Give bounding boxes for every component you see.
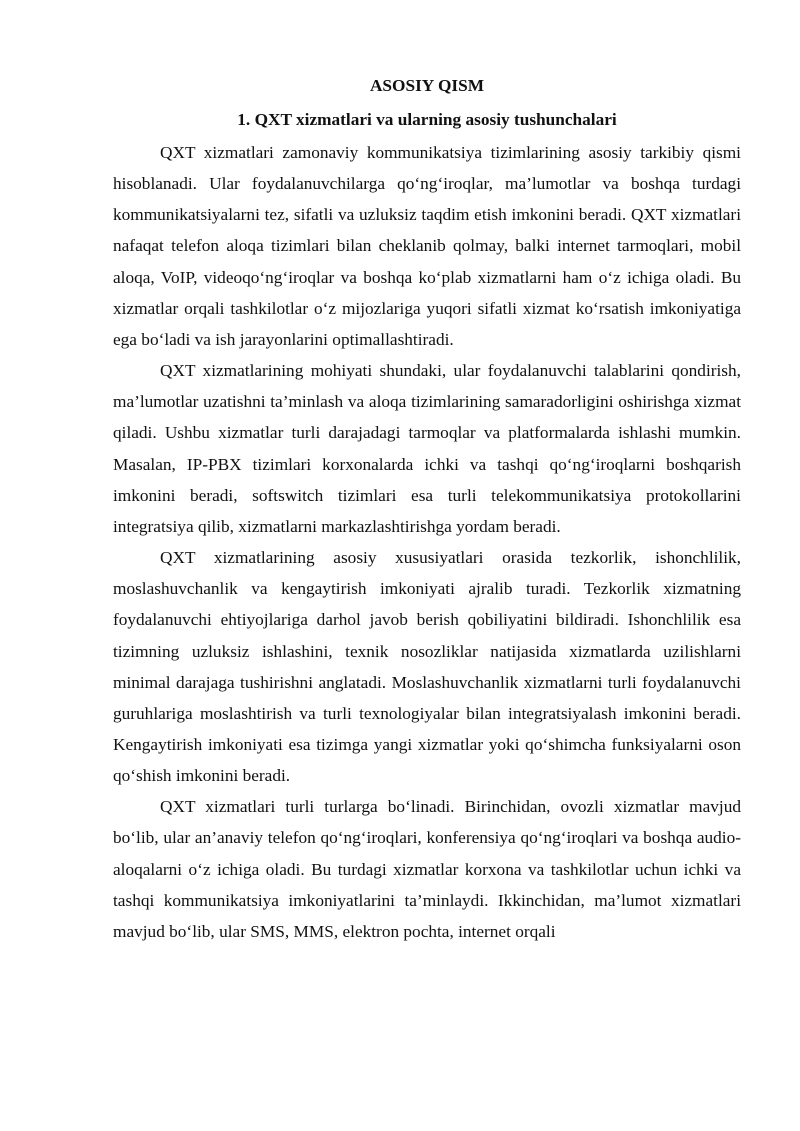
paragraph: QXT xizmatlari turli turlarga bo‘linadi. Birinchidan, ovozli xizmatlar mavjud bo‘lib, ular an’anaviy telefon qo‘ng‘iroqlari, konferensiya qo‘ng‘iroqlari va boshqa audio-aloqalarni o‘z ichiga oladi. Bu turdagi xizmatlar korxona va tashkilotlar uchun ichki va tashqi kommunikatsiya imkoniyatlarini ta’minlaydi. Ikkinchidan, ma’lumot xizmatlari mavjud bo‘lib, ular SMS, MMS, elektron pochta, internet orqali	[113, 797, 741, 941]
chapter-title: 1. QXT xizmatlari va ularning asosiy tushunchalari	[237, 110, 617, 129]
body-text	[113, 137, 741, 947]
section-title: ASOSIY QISM	[369, 76, 485, 95]
paragraph: QXT xizmatlari zamonaviy kommunikatsiya tizimlarining asosiy tarkibiy qismi hisoblanadi. Ular foydalanuvchilarga qo‘ng‘iroqlar, ma’lumotlar va boshqa turdagi kommunikatsiyalarni tez, sifatli va uzluksiz taqdim etish imkonini beradi. QXT xizmatlari nafaqat telefon aloqa tizimlari bilan cheklanib qolmay, balki internet tarmoqlari, mobil aloqa, VoIP, videoqo‘ng‘iroqlar va boshqa ko‘plab xizmatlarni ham o‘z ichiga oladi. Bu xizmatlar orqali tashkilotlar o‘z mijozlariga yuqori sifatli xizmat ko‘rsatish imkoniyatiga ega bo‘ladi va ish jarayonlarini optimallashtiradi.	[113, 143, 741, 349]
paragraph: QXT xizmatlarining asosiy xususiyatlari orasida tezkorlik, ishonchlilik, moslashuvchanlik va kengaytirish imkoniyati ajralib turadi. Tezkorlik xizmatning foydalanuvchi ehtiyojlariga darhol javob berish qobiliyatini bildiradi. Ishonchlilik esa tizimning uzluksiz ishlashini, texnik nosozliklar natijasida xizmatlarda uzilishlarni minimal darajaga tushirishni anglatadi. Moslashuvchanlik xizmatlarni turli foydalanuvchi guruhlariga moslashtirish va turli texnologiyalar bilan integratsiyalash imkonini beradi. Kengaytirish imkoniyati esa tizimga yangi xizmatlar yoki qo‘shimcha funksiyalarni oson qo‘shish imkonini beradi.	[113, 548, 741, 786]
paragraph: QXT xizmatlarining mohiyati shundaki, ular foydalanuvchi talablarini qondirish, ma’lumotlar uzatishni ta’minlash va aloqa tizimlarining samaradorligini oshirishga xizmat qiladi. Ushbu xizmatlar turli darajadagi tarmoqlar va platformalarda ishlashi mumkin. Masalan, IP-PBX tizimlari korxonalarda ichki va tashqi qo‘ng‘iroqlarni boshqarish imkonini beradi, softswitch tizimlari esa turli telekommunikatsiya protokollarini integratsiya qilib, xizmatlarni markazlashtirishga yordam beradi.	[113, 361, 741, 536]
